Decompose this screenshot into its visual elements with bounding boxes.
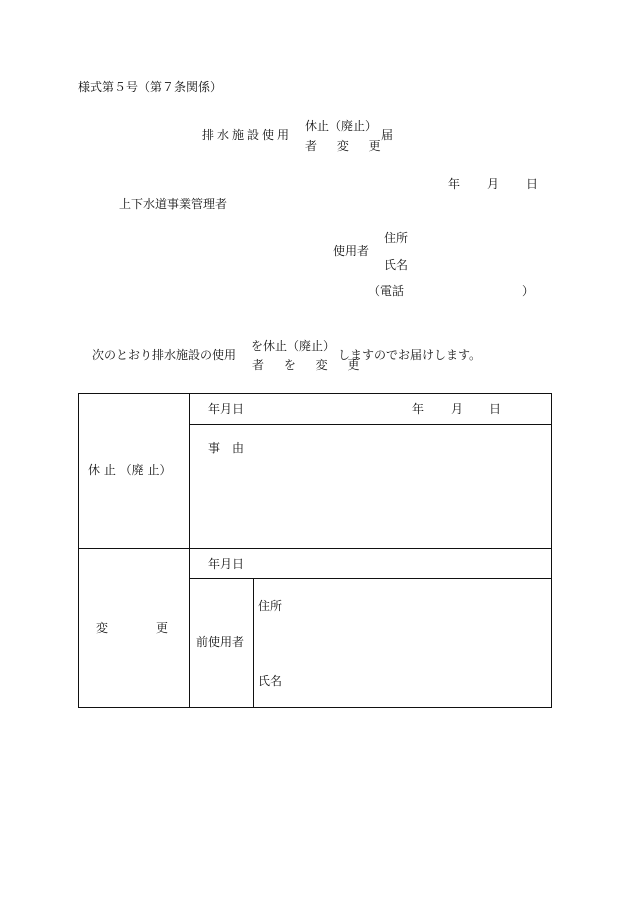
suspend-day-label: 日 <box>489 402 502 416</box>
addressee: 上下水道事業管理者 <box>119 197 228 211</box>
applicant-address-label: 住所 <box>384 231 409 245</box>
title-option-top: 休止（廃止） <box>305 119 378 133</box>
table-row-divider-2 <box>78 548 552 549</box>
statement-option-bottom: 者 を 変 更 <box>252 358 368 372</box>
statement-prefix: 次のとおり排水施設の使用 <box>92 348 237 362</box>
table-border-left <box>78 393 79 708</box>
date-year-label: 年 <box>448 177 461 191</box>
previous-user-name-label: 氏名 <box>258 674 283 688</box>
previous-user-label: 前使用者 <box>196 635 245 649</box>
date-day-label: 日 <box>526 177 539 191</box>
change-label: 変 更 <box>96 621 169 635</box>
suspend-month-label: 月 <box>451 402 464 416</box>
change-date-label: 年月日 <box>208 557 245 571</box>
table-row-divider-1 <box>189 424 552 425</box>
applicant-label: 使用者 <box>333 244 370 258</box>
table-subcolumn-divider <box>253 578 254 708</box>
table-row-divider-3 <box>189 578 552 579</box>
previous-user-address-label: 住所 <box>258 599 283 613</box>
title-prefix: 排水施設使用 <box>202 128 293 142</box>
statement-suffix: しますのでお届けします。 <box>338 348 482 362</box>
table-border-top <box>78 393 552 394</box>
suspend-date-label: 年月日 <box>208 402 245 416</box>
phone-open: （電話 <box>368 284 405 298</box>
title-option-bottom: 者 変 更 <box>305 139 389 153</box>
title-suffix: 届 <box>381 128 394 142</box>
table-column-divider <box>189 393 190 708</box>
applicant-name-label: 氏名 <box>384 258 409 272</box>
suspend-label: 休 止 （廃 止） <box>88 463 172 477</box>
suspend-year-label: 年 <box>412 402 425 416</box>
form-number: 様式第５号（第７条関係） <box>78 80 223 94</box>
statement-option-top: を休止（廃止） <box>251 339 336 353</box>
table-border-right <box>551 393 552 708</box>
reason-label: 事 由 <box>208 441 245 455</box>
table-border-bottom <box>78 707 552 708</box>
date-month-label: 月 <box>487 177 500 191</box>
form-table <box>78 393 552 708</box>
phone-close: ） <box>522 284 535 298</box>
